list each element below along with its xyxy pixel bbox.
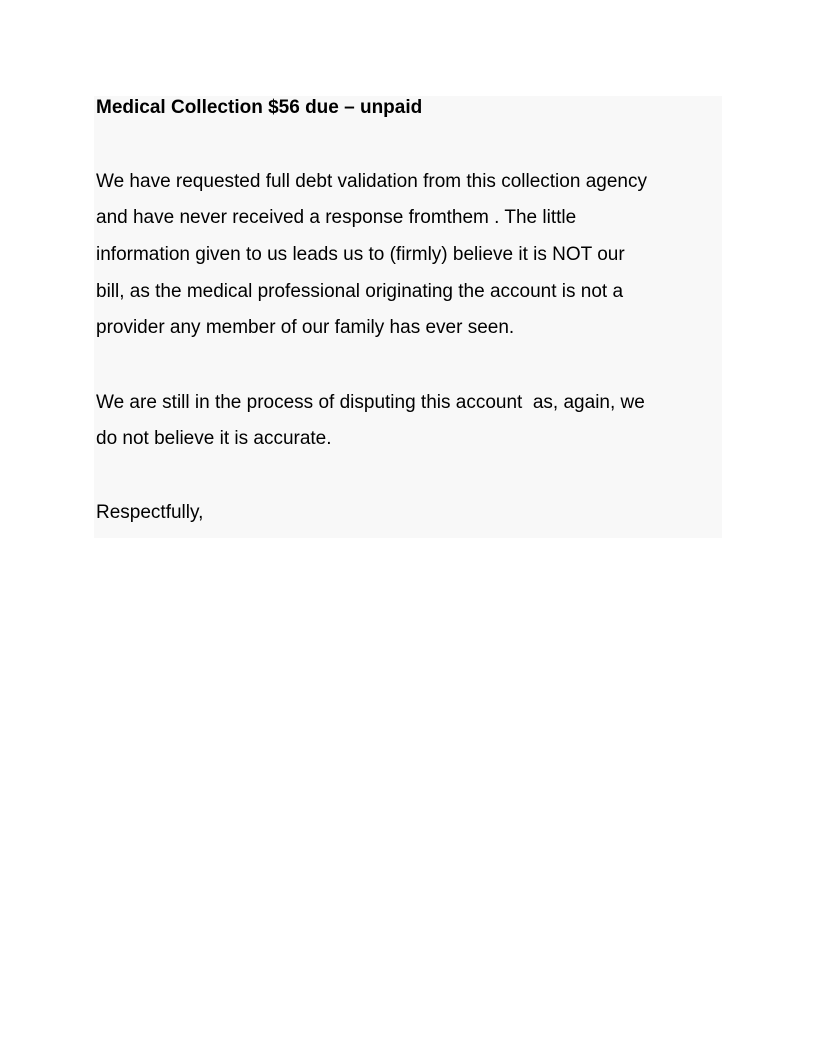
paragraph-2-line-2: do not believe it is accurate. bbox=[96, 428, 332, 449]
letter-heading: Medical Collection $56 due – unpaid bbox=[96, 97, 423, 118]
paragraph-1-line-4: bill, as the medical professional originating the account is not a bbox=[96, 281, 624, 302]
paragraph-1-line-3: information given to us leads us to (firmly) believe it is NOT our bbox=[96, 244, 625, 265]
paragraph-2-line-1: We are still in the process of disputing this account as, again, we bbox=[96, 392, 645, 413]
letter-body bbox=[94, 96, 722, 538]
paragraph-1-line-2: and have never received a response fromthem . The little bbox=[96, 207, 577, 228]
paragraph-1-line-1: We have requested full debt validation from this collection agency bbox=[96, 171, 647, 192]
letter-closing: Respectfully, bbox=[96, 502, 204, 523]
paragraph-1-line-5: provider any member of our family has ever seen. bbox=[96, 317, 515, 338]
